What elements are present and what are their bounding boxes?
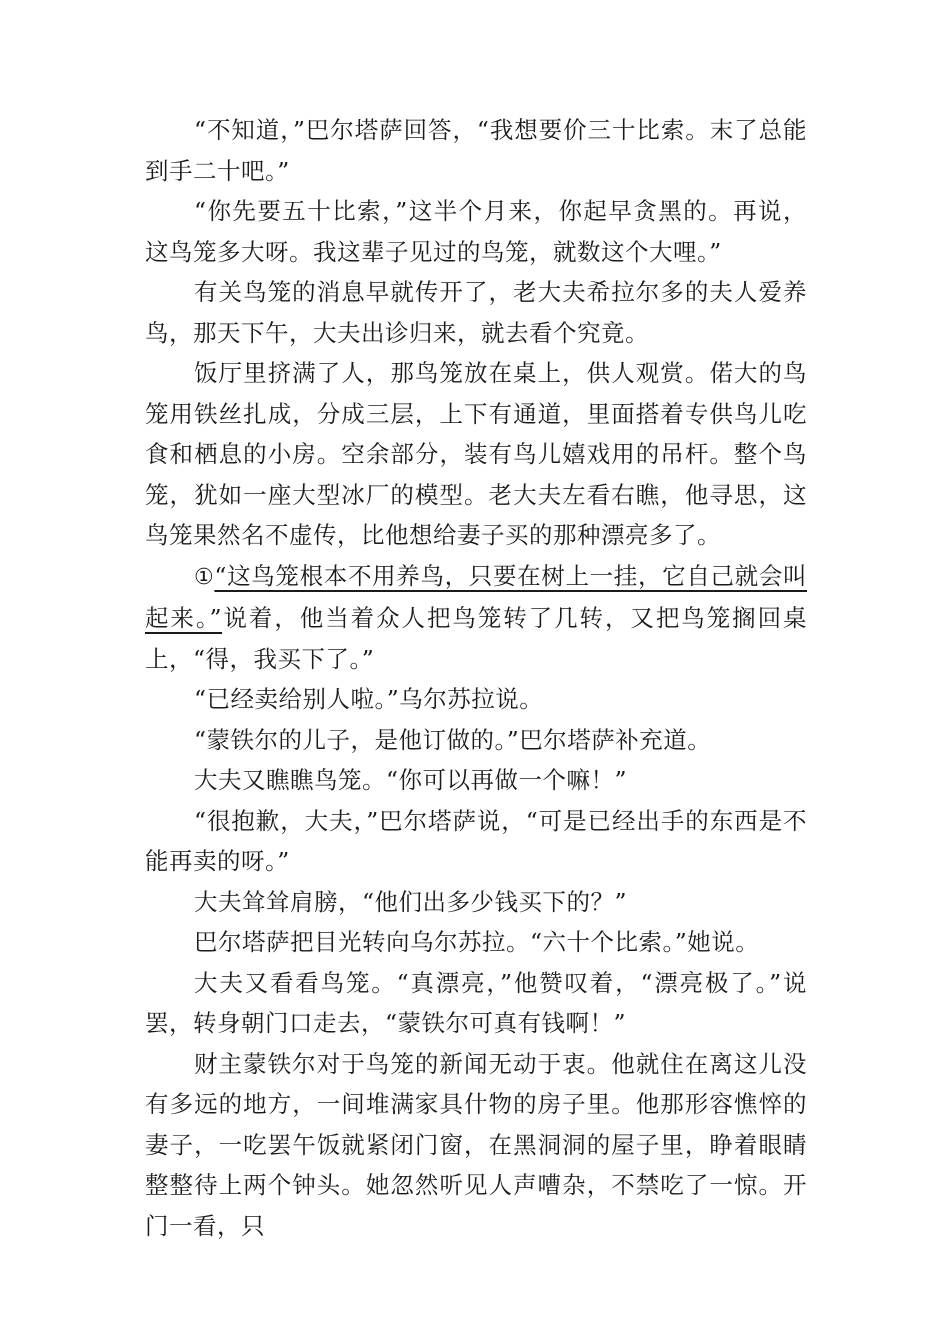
paragraph-1: “不知道，”巴尔塔萨回答，“我想要价三十比索。末了总能到手二十吧。” xyxy=(145,116,807,185)
paragraph-3: 有关鸟笼的消息早就传开了，老大夫希拉尔多的夫人爱养鸟，那天下午，大夫出诊归来，就去看个究竟。 xyxy=(145,278,807,347)
paragraph-10: 大夫耸耸肩膀，“他们出多少钱买下的？” xyxy=(194,887,628,916)
paragraph-2: “你先要五十比索，”这半个月来，你起早贪黑的。再说，这鸟笼多大呀。我这辈子见过的鸟笼，就数这个大哩。” xyxy=(145,197,807,266)
paragraph-7: “蒙铁尔的儿子，是他订做的。”巴尔塔萨补充道。 xyxy=(194,725,712,754)
paragraph-6: “已经卖给别人啦。”乌尔苏拉说。 xyxy=(194,685,544,713)
paragraph-12: 大夫又看看鸟笼。“真漂亮，”他赞叹着，“漂亮极了。”说罢，转身朝门口走去，“蒙铁尔可真有钱啊！” xyxy=(145,968,807,1037)
paragraph-13: 财主蒙铁尔对于鸟笼的新闻无动于衷。他就住在离这儿没有多远的地方，一间堆满家具什物的房子里。他那形容憔悴的妻子，一吃罢午饭就紧闭门窗，在黑洞洞的屋子里，睁着眼睛整整待上两个钟头。她忽然听见人声嘈杂，不禁吃了一惊。开门一看，只 xyxy=(145,1049,807,1240)
marked-paragraph-rest: 说着，他当着众人把鸟笼转了几转，又把鸟笼搁回桌上，“得，我买下了。” xyxy=(145,604,807,673)
document-page xyxy=(145,110,807,1246)
circled-number-one-marker: ① xyxy=(194,564,215,590)
underlined-quote: “这鸟笼根本不用养鸟，只要在树上一挂，它自己就会叫起来。” xyxy=(145,561,807,632)
paragraph-5-marked xyxy=(145,556,807,680)
paragraph-9: “很抱歉，大夫，”巴尔塔萨说，“可是已经出手的东西是不能再卖的呀。” xyxy=(145,806,807,875)
paragraph-4: 饭厅里挤满了人，那鸟笼放在桌上，供人观赏。偌大的鸟笼用铁丝扎成，分成三层，上下有通道，里面搭着专供鸟儿吃食和栖息的小房。空余部分，装有鸟儿嬉戏用的吊杆。整个鸟笼，犹如一座大型冰厂的模型。老大夫左看右瞧，他寻思，这鸟笼果然名不虚传，比他想给妻子买的那种漂亮多了。 xyxy=(145,359,807,549)
paragraph-8: 大夫又瞧瞧鸟笼。“你可以再做一个嘛！” xyxy=(194,766,628,794)
paragraph-11: 巴尔塔萨把目光转向乌尔苏拉。“六十个比索。”她说。 xyxy=(194,928,760,956)
